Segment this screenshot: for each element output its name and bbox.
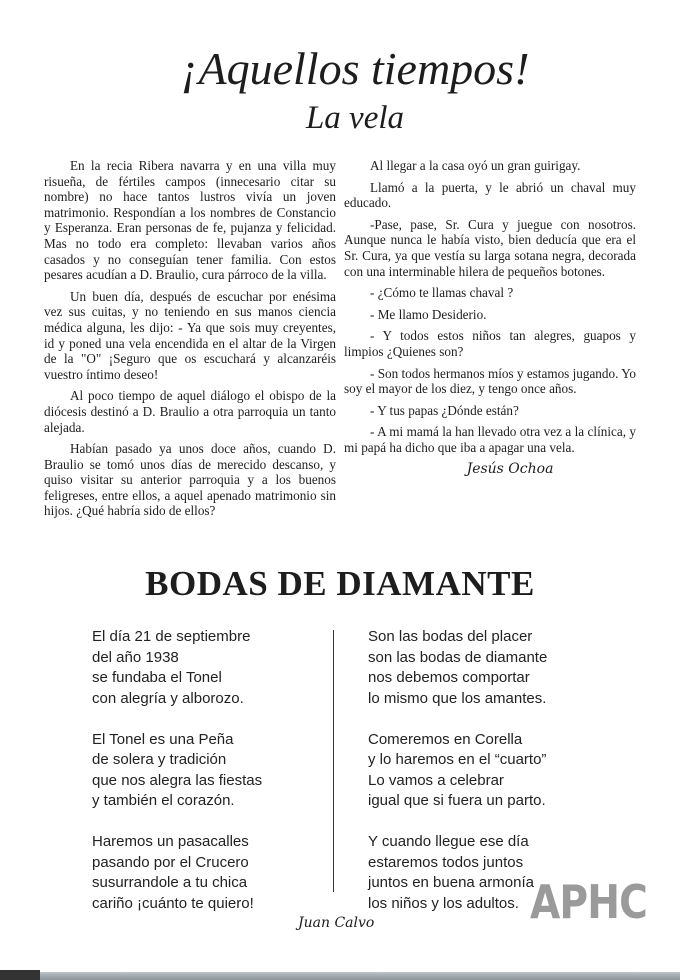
verse-line: son las bodas de diamante (368, 648, 548, 666)
article-left-column (44, 158, 336, 525)
poem-right-column (368, 627, 547, 935)
verse-line: igual que si fuera un parto. (368, 792, 546, 809)
stanza (92, 832, 262, 914)
verse-line: juntos en buena armonía (368, 874, 534, 891)
verse-line: cariño ¡cuánto te quiero! (92, 894, 254, 912)
page-edge-corner (0, 970, 40, 980)
verse-line: Haremos un pasacalles (92, 833, 249, 850)
verse-line: Comeremos en Corella (368, 730, 523, 748)
paragraph: Habían pasado ya unos doce años, cuando D. Braulio se tomó unos días de merecido descanso, y quiso visitar su anterior parroquia y a los buenos feligreses, entre ellos, a aquel apenado matrimonio sin hijos. ¿Qué habría sido de ellos? (44, 441, 336, 519)
verse-line: nos debemos comportar (368, 669, 530, 686)
paragraph: Al poco tiempo de aquel diálogo el obispo de la diócesis destinó a D. Braulio a otra parroquia un tanto alejada. (44, 388, 336, 435)
verse-line: Lo vamos a celebrar (368, 771, 504, 789)
verse-line: estaremos todos juntos (368, 853, 524, 871)
verse-line: que nos alegra las fiestas (92, 771, 263, 789)
verse-line: lo mismo que los amantes. (368, 689, 547, 707)
verse-line: se fundaba el Tonel (92, 669, 222, 686)
article-author-signature: Jesús Ochoa (466, 460, 554, 477)
paragraph: - A mi mamá la han llevado otra vez a la clínica, y mi papá ha dicho que iba a apagar una vela. (344, 424, 636, 455)
verse-line: los niños y los adultos. (368, 894, 519, 912)
verse-line: y también el corazón. (92, 792, 235, 809)
verse-line: pasando por el Crucero (92, 853, 249, 871)
article-right-column (344, 158, 636, 477)
article-subtitle: La vela (305, 100, 405, 136)
verse-line: El día 21 de septiembre (92, 628, 251, 645)
poem-author-signature: Juan Calvo (298, 915, 375, 931)
paragraph: En la recia Ribera navarra y en una villa muy risueña, de fértiles campos (innecesario citar su nombre) no hace tantos lustros vivía un joven matrimonio. Respondían a los nombres de Constancio y Esperanza. Eran personas de fe, pujanza y felicidad. Mas no todo era completo: llevaban varios años casados y no conseguían tener familia. Con estos pesares acudían a D. Braulio, cura párroco de la villa. (44, 158, 336, 283)
page-edge (0, 972, 680, 980)
paragraph: Al llegar a la casa oyó un gran guirigay. (370, 158, 581, 173)
stanza (368, 730, 547, 812)
paragraph: - ¿Cómo te llamas chaval ? (370, 285, 514, 301)
verse-line: con alegría y alborozo. (92, 689, 244, 707)
verse-line: del año 1938 (92, 648, 179, 666)
verse-line: y lo haremos en el “cuarto” (368, 751, 547, 768)
stanza (368, 627, 547, 709)
paragraph: Llamó a la puerta, y le abrió un chaval muy educado. (344, 179, 636, 211)
poem-title: BODAS DE DIAMANTE (145, 564, 535, 603)
verse-line: Y cuando llegue ese día (368, 833, 529, 850)
verse-line: Son las bodas del placer (368, 628, 533, 645)
paragraph: -Pase, pase, Sr. Cura y juegue con nosotros. Aunque nunca le había visto, bien deducía que era el Sr. Cura, ya que vestía su larga sotana negra, decorada con una interminable hilera de pequeños botones. (344, 216, 636, 279)
paragraph: Un buen día, después de escuchar por enésima vez sus cuitas, y no teniendo en sus manos ciencia médica alguna, les dijo: - Ya que sois muy creyentes, id y poned una vela encendida en el altar de la Virgen de la "O" ¡Seguro que os escuchará y alcanzaréis vuestro íntimo deseo! (44, 288, 336, 382)
verse-line: El Tonel es una Peña (92, 730, 234, 748)
column-divider (333, 630, 334, 892)
paragraph: - Y tus papas ¿Dónde están? (370, 402, 519, 418)
verse-line: de solera y tradición (92, 751, 227, 768)
paragraph: - Me llamo Desiderio. (370, 306, 487, 322)
verse-line: susurrandole a tu chica (92, 874, 248, 891)
watermark-logo: APHC (530, 875, 647, 929)
stanza (368, 832, 547, 914)
paragraph: - Son todos hermanos míos y estamos jugando. Yo soy el mayor de los diez, y tengo once años. (344, 365, 636, 397)
poem-left-column (92, 627, 262, 935)
paragraph: - Y todos estos niños tan alegres, guapos y limpios ¿Quienes son? (344, 328, 636, 359)
stanza (92, 730, 262, 812)
stanza (92, 627, 262, 709)
article-title: ¡Aquellos tiempos! (180, 43, 530, 94)
